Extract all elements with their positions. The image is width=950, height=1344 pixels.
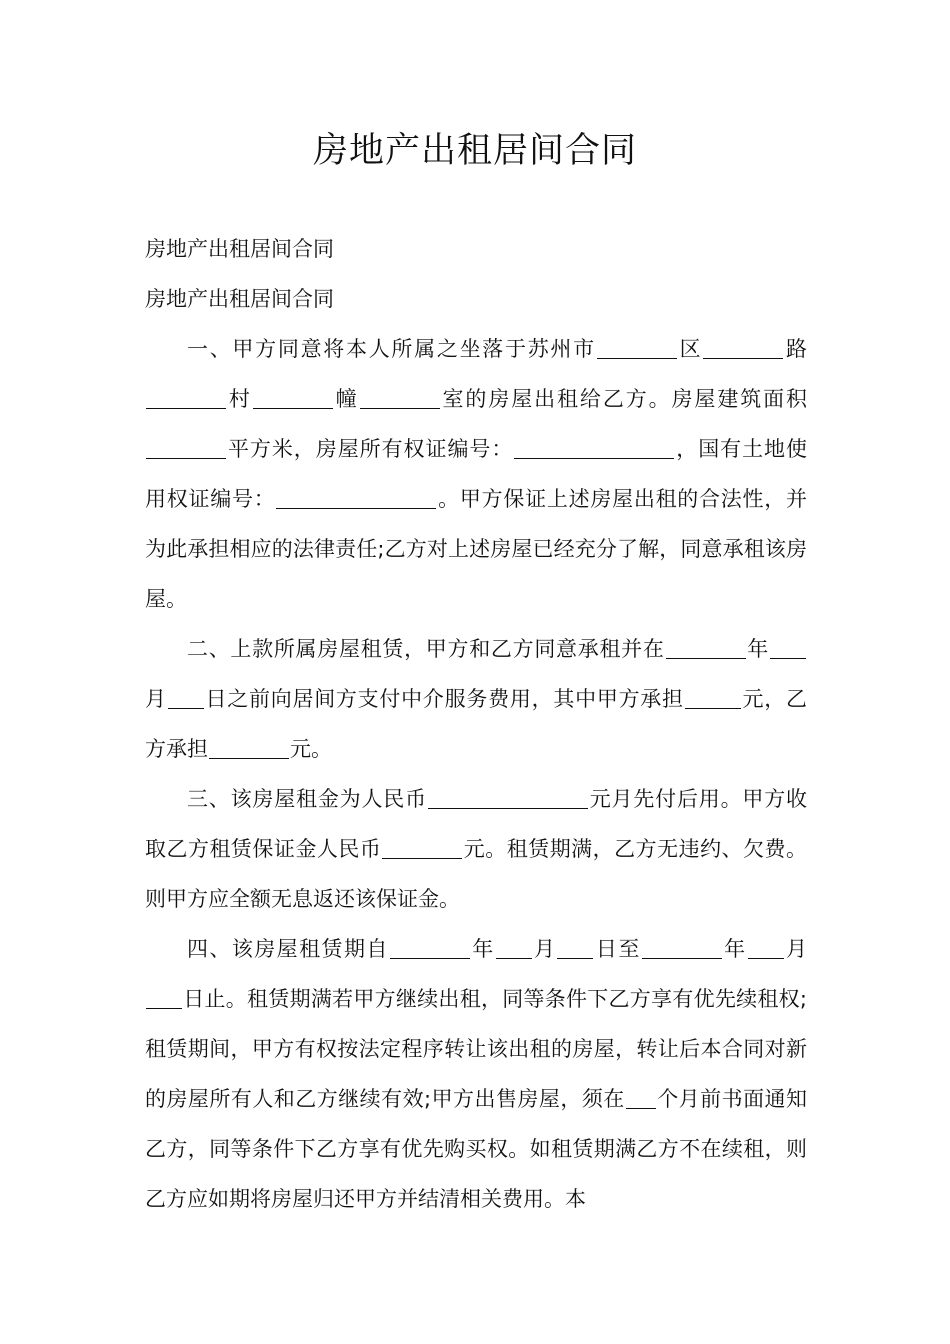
clause-4-text-f: 月 xyxy=(784,937,808,961)
clause-4-text-a: 四、该房屋租赁期自 xyxy=(187,937,389,961)
clause-2-text-f: 元。 xyxy=(290,737,332,761)
blank-land-cert-number xyxy=(276,486,436,509)
clause-1-text-b: 区 xyxy=(677,337,703,361)
blank-area xyxy=(146,436,226,459)
clause-2-text-c: 月 xyxy=(145,687,167,711)
clause-3-text-a: 三、该房屋租金为人民币 xyxy=(187,787,427,811)
blank-ownership-cert-number xyxy=(514,436,674,459)
clause-1-text-h: ，国有土地使用权证编号： xyxy=(145,437,808,511)
blank-party-b-fee xyxy=(209,736,289,759)
blank-start-day xyxy=(557,936,593,959)
clause-3 xyxy=(145,774,807,924)
clause-4-text-c: 月 xyxy=(532,937,557,961)
clause-1-text-i: 。甲方保证上述房屋出租的合法性，并为此承担相应的法律责任;乙方对上述房屋已经充分了解，同意承租该房屋。 xyxy=(145,487,808,611)
blank-deposit-amount xyxy=(382,836,462,859)
clause-4 xyxy=(145,924,807,1224)
blank-month xyxy=(770,636,806,659)
clause-3-text-b: 元月先付后用。甲方收取乙方租赁保证金人民币 xyxy=(145,787,808,861)
clause-2 xyxy=(145,624,807,774)
clause-2-text-d: 日之前向居间方支付中介服务费用，其中甲方承担 xyxy=(204,687,684,711)
blank-year xyxy=(666,636,746,659)
subtitle-line-1: 房地产出租居间合同 xyxy=(145,237,334,261)
blank-room xyxy=(360,386,440,409)
document-title: 房地产出租居间合同 xyxy=(312,131,637,171)
clause-1 xyxy=(145,324,807,624)
clause-1-text-d: 村 xyxy=(227,387,252,411)
blank-village xyxy=(253,386,333,409)
clause-1-text-e: 幢 xyxy=(333,387,359,411)
document-body xyxy=(145,224,807,1224)
blank-start-year xyxy=(390,936,470,959)
clause-2-text-b: 年 xyxy=(746,637,770,661)
blank-notice-months xyxy=(626,1086,656,1109)
clause-3-text-c: 元。租赁期满，乙方无违约、欠费。则甲方应全额无息返还该保证金。 xyxy=(145,837,807,911)
blank-start-month xyxy=(496,936,532,959)
clause-1-text-g: 平方米，房屋所有权证编号： xyxy=(227,437,514,461)
clause-1-text-f: 室的房屋出租给乙方。房屋建筑面积 xyxy=(440,387,808,411)
clause-1-text-c: 路 xyxy=(784,337,808,361)
blank-end-month xyxy=(748,936,784,959)
blank-district xyxy=(597,336,677,359)
clause-2-text-a: 二、上款所属房屋租赁，甲方和乙方同意承租并在 xyxy=(187,637,665,661)
blank-end-day xyxy=(146,986,182,1009)
clause-4-text-h: 个月前书面通知乙方，同等条件下乙方享有优先购买权。如租赁期满乙方不在续租，则乙方应如期将房屋归还甲方并结清相关费用。本 xyxy=(145,1087,807,1211)
clause-1-text-a: 一、甲方同意将本人所属之坐落于苏州市 xyxy=(187,337,596,361)
clause-4-text-d: 日至 xyxy=(594,937,641,961)
subtitle-line-2: 房地产出租居间合同 xyxy=(145,287,334,311)
clause-4-text-g: 日止。租赁期满若甲方继续出租，同等条件下乙方享有优先续租权;租赁期间，甲方有权按法定程序转让该出租的房屋，转让后本合同对新的房屋所有人和乙方继续有效;甲方出售房屋，须在 xyxy=(145,987,807,1111)
clause-2-text-e: 元，乙方承担 xyxy=(145,687,808,761)
blank-party-a-fee xyxy=(685,686,741,709)
blank-rent-amount xyxy=(428,786,588,809)
clause-4-text-e: 年 xyxy=(722,937,747,961)
blank-day xyxy=(168,686,204,709)
blank-road-name xyxy=(703,336,783,359)
blank-road-number xyxy=(146,386,226,409)
blank-end-year xyxy=(642,936,722,959)
clause-4-text-b: 年 xyxy=(470,937,495,961)
